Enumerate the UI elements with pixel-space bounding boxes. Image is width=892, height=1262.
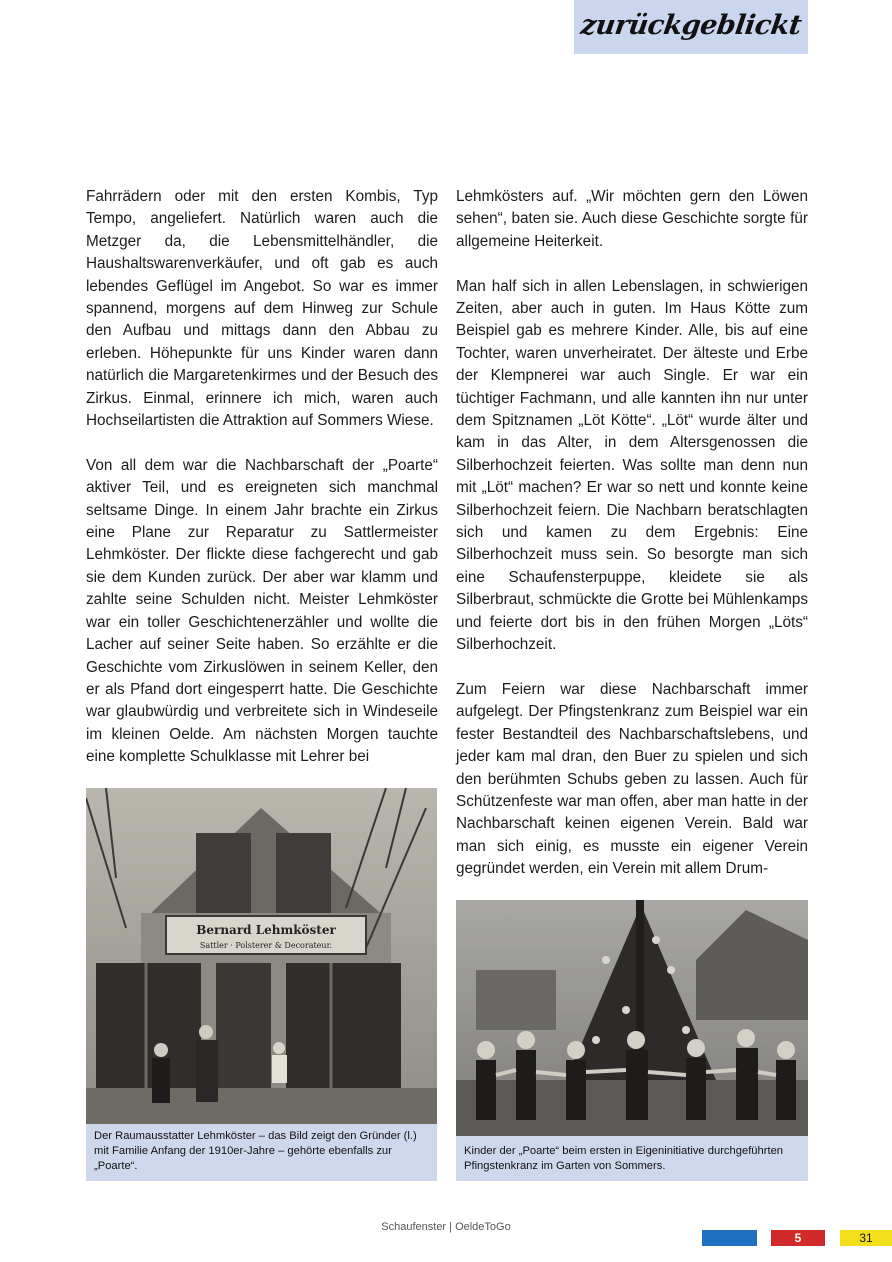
paragraph: Von all dem war die Nachbarschaft der „Poarte“ aktiver Teil, und es ereigneten sich manchmal seltsame Dinge. In einem Jahr brachte ein Zirkus eine Plane zur Reparatur zu Sattlermeister Lehmköster. Der flickte diese fachgerecht und gab sie dem Kunden zurück. Der aber war klamm und zahlte seine Schulden nicht. Meister Lehmköster war ein toller Geschichtenerzähler und wollte die Lacher auf seiner Seite haben. So erzählte er die Geschichte vom Zirkuslöwen in seinem Keller, den er als Pfand dort eingesperrt hatte. Die Geschichte war glaubwürdig und verbreitete sich in Windeseile im kleinen Oelde. Am nächsten Morgen tauchte eine komplette Schulklasse mit Lehrer bei [86, 456, 438, 766]
section-title: zurückgeblickt [578, 10, 804, 41]
shop-photo [86, 788, 437, 1124]
paragraph: Zum Feiern war diese Nachbarschaft immer aufgelegt. Der Pfingstenkranz zum Beispiel war ein fester Bestandteil des Nachbarschaftslebens, und jeder kam mal dran, den Buer zu spielen und sich den berühmten Schubs geben zu lassen. Auch für Schützenfeste war man offen, aber man hatte in der Nachbarschaft keinen eigenen Verein. Bald war man sich einig, es musste ein eigener Verein gegründet werden, ein Verein mit allem Drum- [456, 680, 808, 878]
figure-caption: Kinder der „Poarte“ beim ersten in Eigeninitiative durchgeführten Pfingstenkranz im Garten von Sommers. [464, 1145, 784, 1172]
shop-photo-illustration [86, 788, 437, 1124]
paragraph: Man half sich in allen Lebenslagen, in schwierigen Zeiten, aber auch in guten. Im Haus Kötte zum Beispiel gab es mehrere Kinder. Alle, bis auf eine Tochter, waren unverheiratet. Der älteste und Erbe der Klempnerei war auch Single. Er war ein tüchtiger Fachmann, und alle kannten ihn nur unter dem Spitznamen „Löt Kötte“. „Löt“ wurde älter und kam in das Alter, in dem Altersgenossen die Silberhochzeit feierten. Was sollte man denn nun mit „Löt“ machen? Er war so nett und konnte keine Silberhochzeit feiern. Die Nachbarn beratschlagten sich und kamen zu dem Ergebnis: Eine Silberhochzeit muss sein. So besorgte man sich eine Schaufensterpuppe, kleidete sie als Silberbraut, schmückte die Grotte bei Mühlenkamps und feierte dort bis in den frühen Morgen „Löts“ Silberhochzeit. [456, 277, 808, 654]
page-number-total: 31 [840, 1230, 892, 1246]
pfingstenkranz-photo [456, 900, 808, 1136]
paragraph: Lehmkösters auf. „Wir möchten gern den Löwen sehen“, baten sie. Auch diese Geschichte sorgte für allgemeine Heiterkeit. [456, 188, 808, 250]
footer-color-bar-blue [702, 1230, 757, 1246]
shop-sign-name: Bernard Lehmköster [196, 923, 336, 937]
text-column-right [456, 186, 808, 881]
shop-sign-trade: Sattler · Polsterer & Decorateur. [199, 941, 333, 950]
figure-shop-photo [86, 788, 437, 1181]
footer-source: Schaufenster | OeldeToGo [381, 1221, 511, 1233]
pfingstenkranz-photo-illustration [456, 900, 808, 1136]
figure-pfingstenkranz-photo [456, 900, 808, 1181]
paragraph: Fahrrädern oder mit den ersten Kombis, Typ Tempo, angeliefert. Natürlich waren auch die Metzger da, die Lebensmittelhändler, die Haushaltswarenverkäufer, und oft gab es auch lebendes Geflügel im Angebot. So war es immer spannend, morgens auf dem Hinweg zur Schule den Aufbau und mittags dann den Abbau zu erleben. Höhepunkte für uns Kinder waren dann natürlich die Margaretenkirmes und der Besuch des Zirkus. Einmal, erinnere ich mich, waren auch Hochseilartisten die Attraktion auf Sommers Wiese. [86, 188, 438, 430]
section-header-tab [574, 0, 808, 54]
page-number: 5 [771, 1230, 825, 1246]
figure-caption: Der Raumausstatter Lehmköster – das Bild zeigt den Gründer (l.) mit Familie Anfang der 1910er-Jahre – gehörte ebenfalls zur „Poarte“. [94, 1130, 417, 1172]
text-column-left [86, 186, 438, 769]
